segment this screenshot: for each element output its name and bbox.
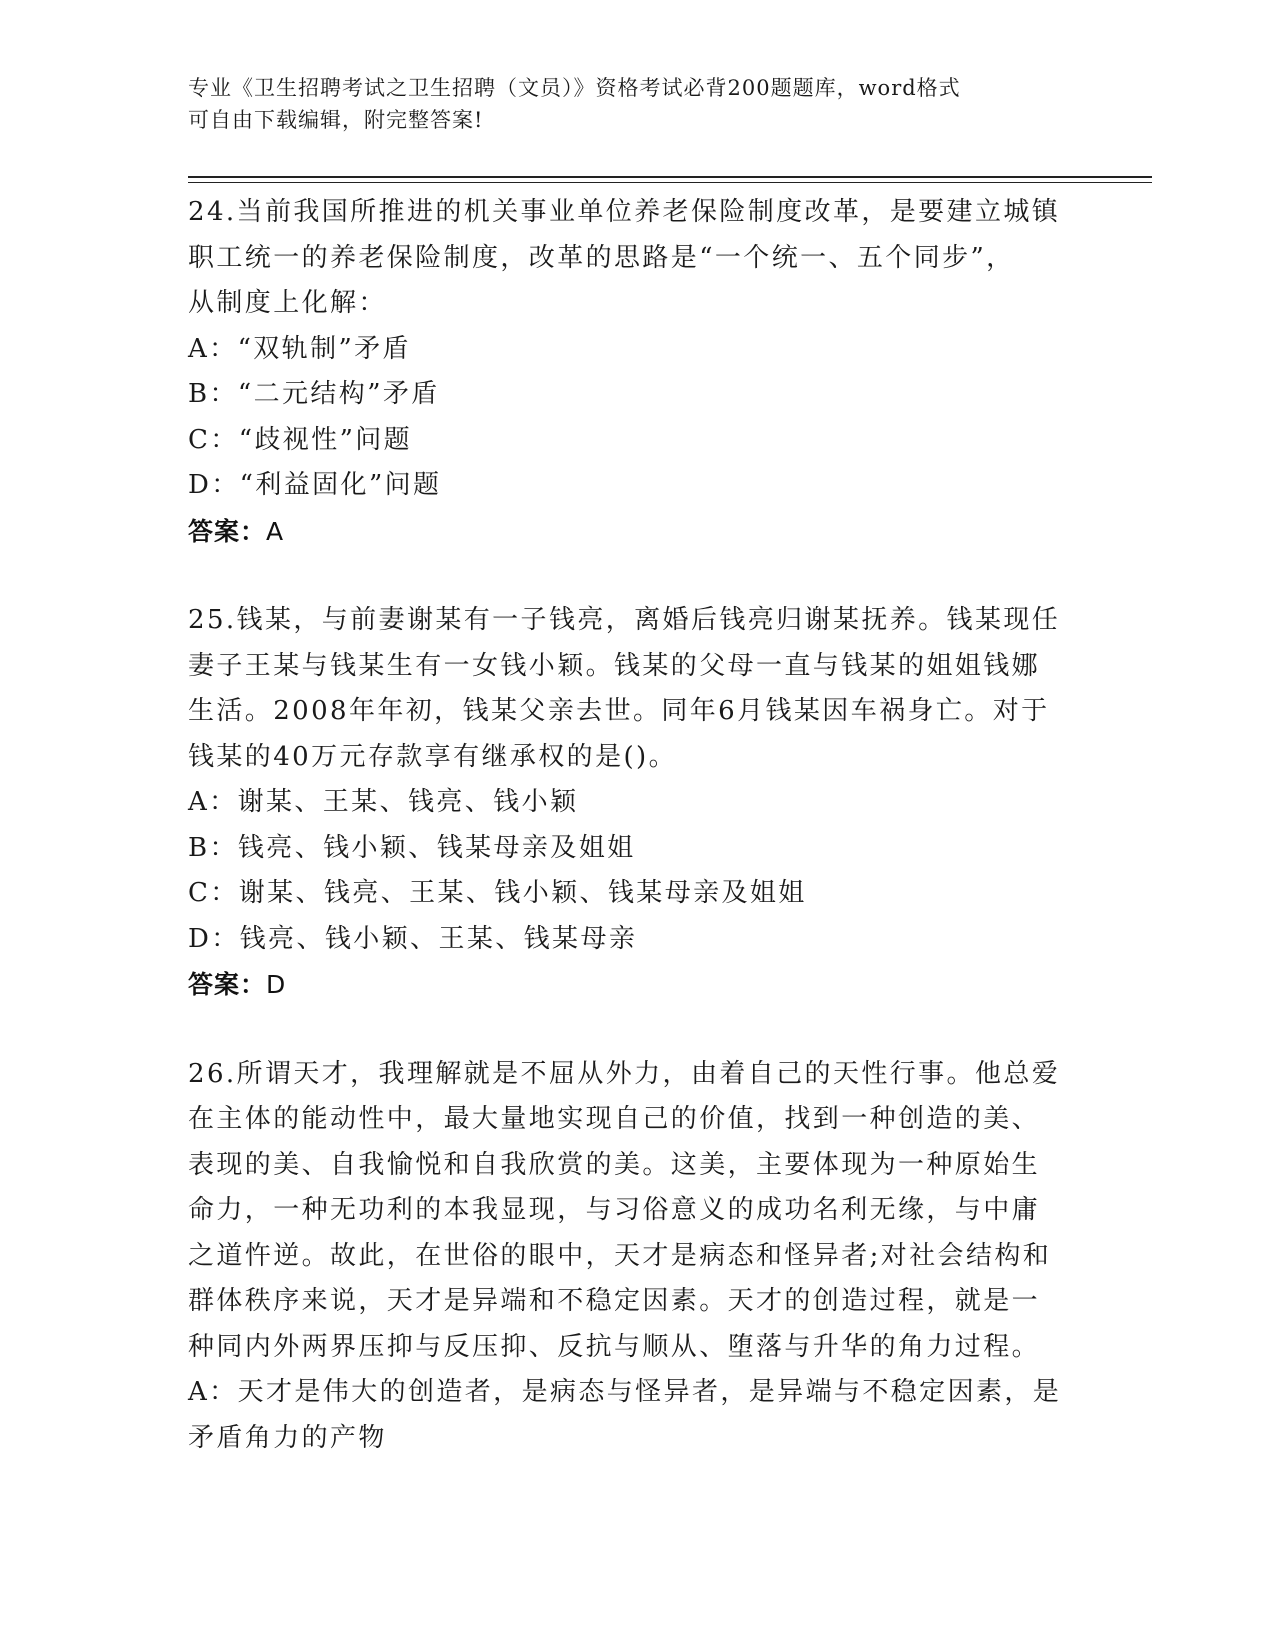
question-stem-line: 25.钱某，与前妻谢某有一子钱亮，离婚后钱亮归谢某抚养。钱某现任 — [188, 605, 1061, 635]
question-stem-line: 钱某的40万元存款享有继承权的是()。 — [188, 741, 677, 772]
option-d: D：“利益固化”问题 — [188, 470, 442, 500]
option-b: B：钱亮、钱小颖、钱某母亲及姐姐 — [188, 832, 636, 863]
header-divider-thick — [188, 176, 1152, 178]
question-stem-line: 24.当前我国所推进的机关事业单位养老保险制度改革，是要建立城镇 — [188, 197, 1061, 227]
question-stem-line: 之道忤逆。故此，在世俗的眼中，天才是病态和怪异者;对社会结构和 — [188, 1240, 1052, 1271]
question-stem-line: 群体秩序来说，天才是异端和不稳定因素。天才的创造过程，就是一 — [188, 1286, 1041, 1316]
answer-value: A — [266, 516, 285, 546]
header-divider-thin — [188, 182, 1152, 183]
question-26 — [188, 1052, 1078, 1462]
document-header — [188, 72, 1068, 136]
question-stem-line: 表现的美、自我愉悦和自我欣赏的美。这美，主要体现为一种原始生 — [188, 1149, 1041, 1180]
header-line-2: 可自由下载编辑，附完整答案! — [188, 108, 484, 132]
question-stem-line: 在主体的能动性中，最大量地实现自己的价值，找到一种创造的美、 — [188, 1104, 1041, 1134]
question-stem-line: 生活。2008年年初，钱某父亲去世。同年6月钱某因车祸身亡。对于 — [188, 696, 1050, 726]
question-stem-line: 26.所谓天才，我理解就是不屈从外力，由着自己的天性行事。他总爱 — [188, 1058, 1061, 1089]
answer-value: D — [266, 970, 287, 999]
question-25 — [188, 598, 1078, 1008]
answer-line — [188, 962, 1078, 1008]
option-d: D：钱亮、钱小颖、王某、钱某母亲 — [188, 923, 638, 954]
option-a: A：谢某、王某、钱亮、钱小颖 — [188, 787, 579, 817]
option-a-continued: 矛盾角力的产物 — [188, 1422, 387, 1453]
option-c: C：谢某、钱亮、王某、钱小颖、钱某母亲及姐姐 — [188, 878, 807, 908]
question-list — [188, 190, 1078, 1505]
header-line-1: 专业《卫生招聘考试之卫生招聘（文员）》资格考试必背200题题库，word格式 — [188, 76, 961, 100]
question-stem-line: 职工统一的养老保险制度，改革的思路是“一个统一、五个同步”， — [188, 242, 1015, 273]
option-b: B：“二元结构”矛盾 — [188, 379, 440, 409]
option-a: A：天才是伟大的创造者，是病态与怪异者，是异端与不稳定因素，是 — [188, 1377, 1062, 1407]
question-24 — [188, 190, 1078, 554]
option-c: C：“歧视性”问题 — [188, 424, 413, 455]
question-stem-line: 从制度上化解： — [188, 288, 387, 318]
option-a: A：“双轨制”矛盾 — [188, 333, 411, 364]
question-stem-line: 种同内外两界压抑与反压抑、反抗与顺从、堕落与升华的角力过程。 — [188, 1331, 1041, 1362]
question-stem-line: 妻子王某与钱某生有一女钱小颖。钱某的父母一直与钱某的姐姐钱娜 — [188, 650, 1041, 681]
answer-label: 答案： — [188, 516, 267, 546]
answer-line — [188, 509, 1078, 555]
answer-label: 答案： — [188, 970, 267, 999]
question-stem-line: 命力，一种无功利的本我显现，与习俗意义的成功名利无缘，与中庸 — [188, 1195, 1041, 1225]
